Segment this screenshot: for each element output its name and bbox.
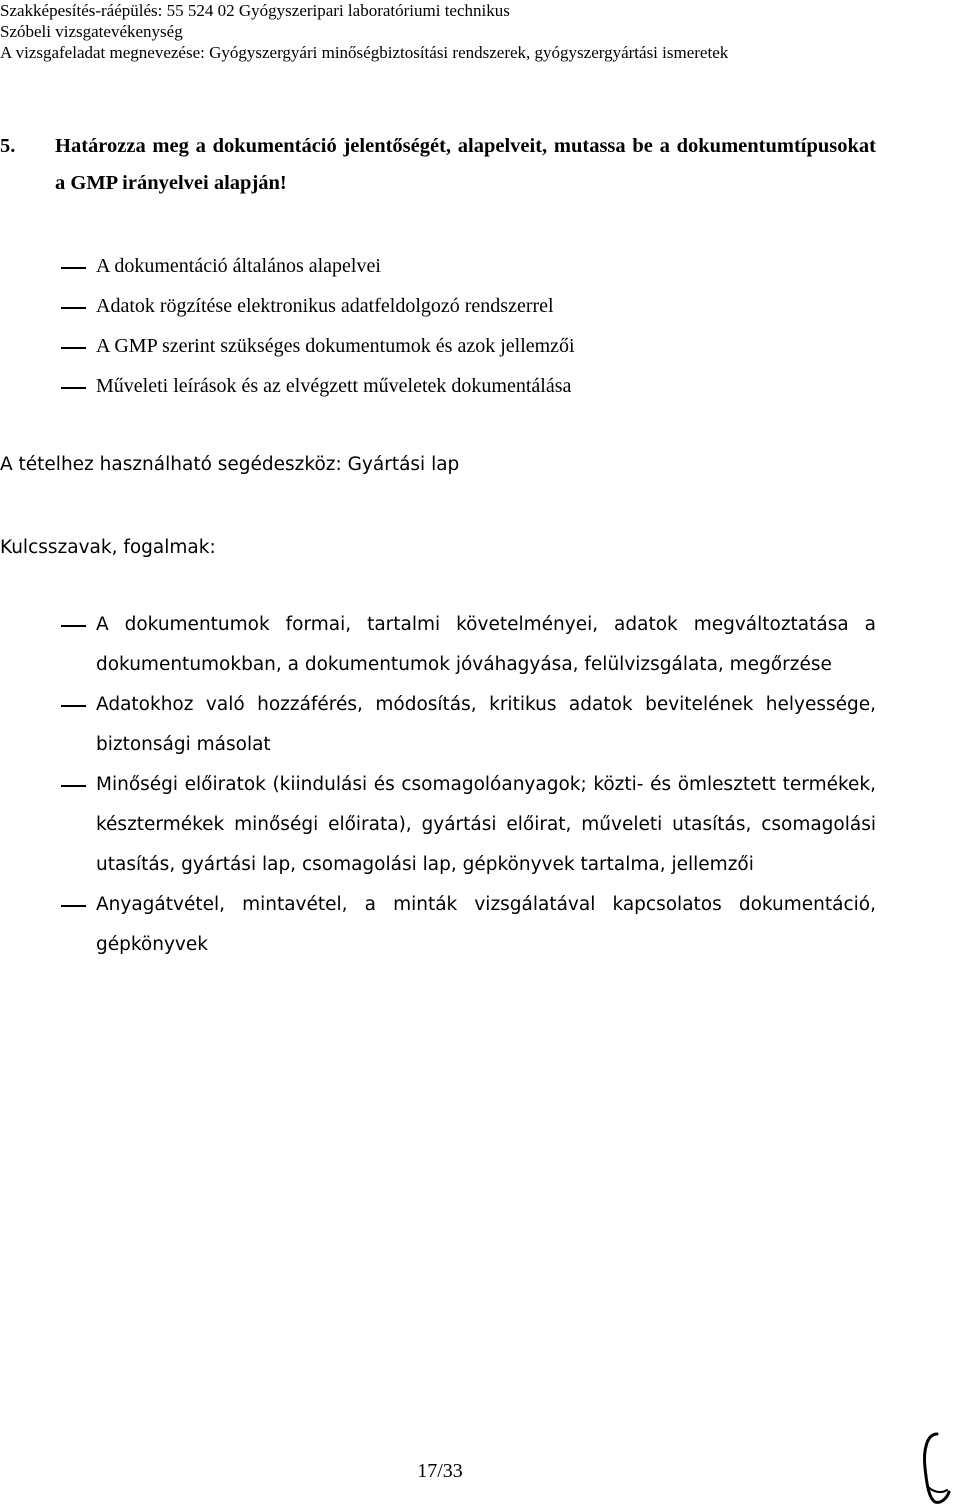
keyword-item [0,685,876,765]
keyword-item [0,765,876,885]
keyword-text: Anyagátvétel, mintavétel, a minták vizsgálatával kapcsolatos dokumentáció, gépkönyvek [96,894,876,955]
dash-bullet-icon [61,387,86,389]
topic-item [0,246,876,286]
aid-text: A tételhez használható segédeszköz: Gyártási lap [0,454,460,475]
keyword-text: Adatokhoz való hozzáférés, módosítás, kritikus adatok bevitelének helyessége, biztonsági másolat [96,694,876,755]
topic-item [0,366,876,406]
signature-mark [915,1428,955,1506]
dash-bullet-icon [61,307,86,309]
question-number: 5. [0,135,16,157]
dash-bullet-icon [61,347,86,349]
header-exam-type: Szóbeli vizsgatevékenység [0,22,183,41]
topic-text: A GMP szerint szükséges dokumentumok és azok jellemzői [96,335,575,357]
keyword-item [0,885,876,965]
keyword-item [0,605,876,685]
page-number: 17/33 [417,1460,463,1482]
dash-bullet-icon [61,625,86,627]
dash-bullet-icon [61,785,86,787]
topic-text: A dokumentáció általános alapelvei [96,255,381,277]
header-qualification: Szakképesítés-ráépülés: 55 524 02 Gyógyszeripari laboratóriumi technikus [0,1,510,20]
dash-bullet-icon [61,705,86,707]
keyword-text: A dokumentumok formai, tartalmi követelményei, adatok megváltoztatása a dokumentumokban, a dokumentumok jóváhagyása, felülvizsgálata, megőrzése [96,614,876,675]
keyword-text: Minőségi előiratok (kiindulási és csomagolóanyagok; közti- és ömlesztett termékek, késztermékek minőségi előirata), gyártási előirat, műveleti utasítás, csomagolási utasítás, gyártási lap, csomagolási lap, gépkönyvek tartalma, jellemzői [96,774,876,875]
topic-item [0,286,876,326]
dash-bullet-icon [61,905,86,907]
keyword-list [0,605,876,965]
header-task-name: A vizsgafeladat megnevezése: Gyógyszergyári minőségbiztosítási rendszerek, gyógyszergyártási ismeretek [0,43,729,62]
topic-text: Műveleti leírások és az elvégzett műveletek dokumentálása [96,375,572,397]
keywords-title: Kulcsszavak, fogalmak: [0,537,216,558]
topic-item [0,326,876,366]
topic-text: Adatok rögzítése elektronikus adatfeldolgozó rendszerrel [96,295,554,317]
topic-list [0,246,876,406]
question [0,128,876,202]
page-header [0,0,960,63]
dash-bullet-icon [61,267,86,269]
question-text: Határozza meg a dokumentáció jelentőségét, alapelveit, mutassa be a dokumentumtípusokat a GMP irányelvei alapján! [55,135,876,194]
